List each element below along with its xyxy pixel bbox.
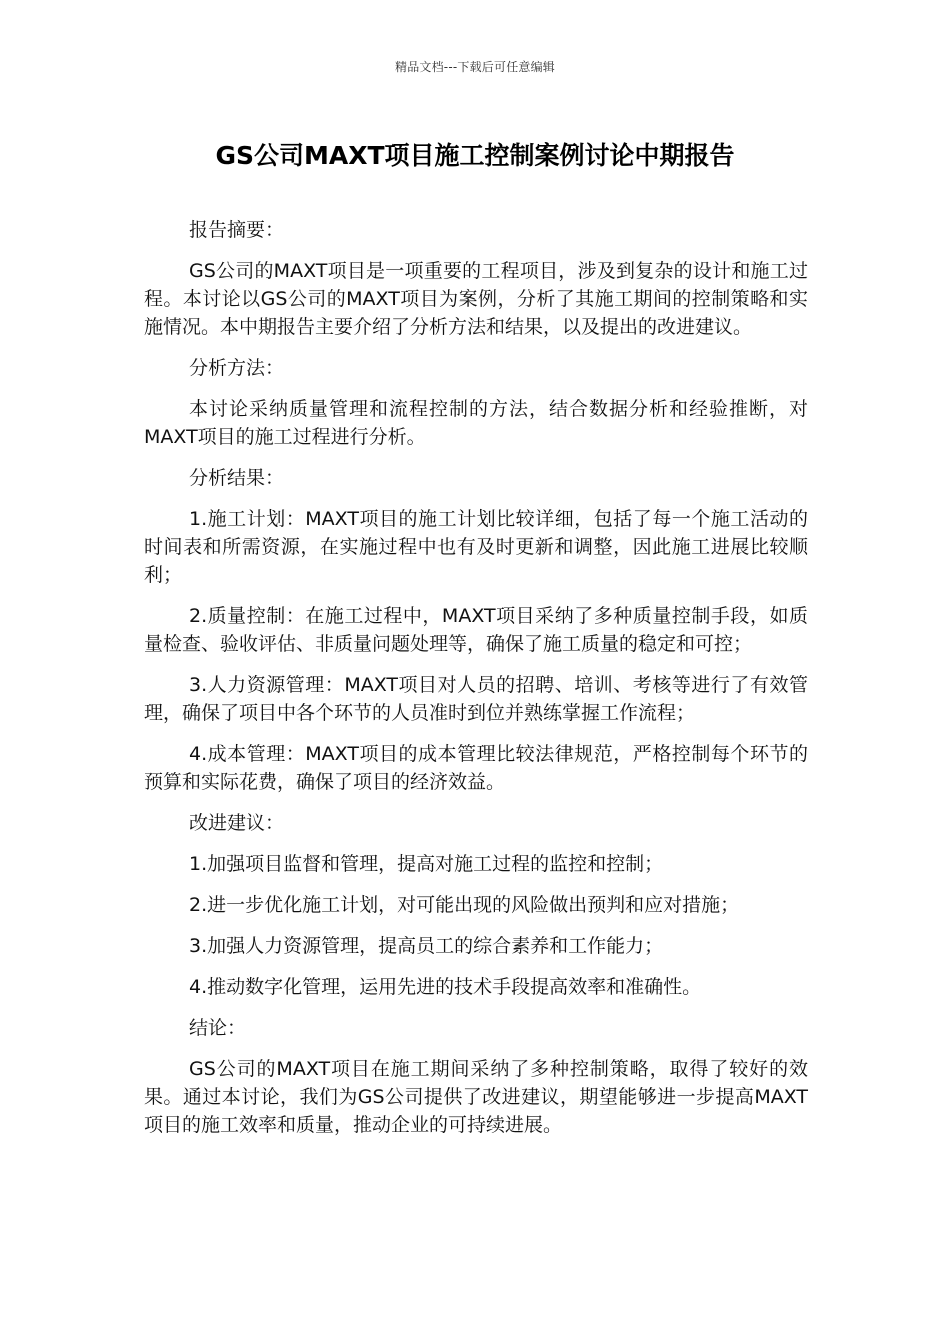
conclusion-paragraph: GS公司的MAXT项目在施工期间采纳了多种控制策略，取得了较好的效果。通过本讨论，我们为GS公司提供了改进建议，期望能够进一步提高MAXT项目的施工效率和质量，推动企业的可持续进展。 <box>144 1058 808 1136</box>
document-title: GS公司MAXT项目施工控制案例讨论中期报告 <box>215 141 735 170</box>
result-item-4: 4.成本管理：MAXT项目的成本管理比较法律规范，严格控制每个环节的预算和实际花费，确保了项目的经济效益。 <box>144 743 808 793</box>
suggestion-item-4: 4.推动数字化管理，运用先进的技术手段提高效率和准确性。 <box>189 976 702 998</box>
page-header: 精品文档---下载后可任意编辑 <box>395 60 555 74</box>
method-paragraph: 本讨论采纳质量管理和流程控制的方法，结合数据分析和经验推断，对MAXT项目的施工过程进行分析。 <box>144 398 808 448</box>
result-item-2: 2.质量控制：在施工过程中，MAXT项目采纳了多种质量控制手段，如质量检查、验收评估、非质量问题处理等，确保了施工质量的稳定和可控； <box>144 605 808 655</box>
section-heading-method: 分析方法： <box>189 357 285 379</box>
suggestion-item-2: 2.进一步优化施工计划，对可能出现的风险做出预判和应对措施； <box>189 894 740 916</box>
section-heading-conclusion: 结论： <box>189 1017 247 1039</box>
section-heading-results: 分析结果： <box>189 467 285 489</box>
document-body <box>144 216 808 1152</box>
suggestion-item-3: 3.加强人力资源管理，提高员工的综合素养和工作能力； <box>189 935 664 957</box>
result-item-1: 1.施工计划：MAXT项目的施工计划比较详细，包括了每一个施工活动的时间表和所需资源，在实施过程中也有及时更新和调整，因此施工进展比较顺利； <box>144 508 808 586</box>
summary-paragraph: GS公司的MAXT项目是一项重要的工程项目，涉及到复杂的设计和施工过程。本讨论以GS公司的MAXT项目为案例，分析了其施工期间的控制策略和实施情况。本中期报告主要介绍了分析方法和结果，以及提出的改进建议。 <box>144 260 808 338</box>
section-heading-suggestions: 改进建议： <box>189 812 285 834</box>
section-heading-summary: 报告摘要： <box>189 219 285 241</box>
result-item-3: 3.人力资源管理：MAXT项目对人员的招聘、培训、考核等进行了有效管理，确保了项目中各个环节的人员准时到位并熟练掌握工作流程； <box>144 674 808 724</box>
suggestion-item-1: 1.加强项目监督和管理，提高对施工过程的监控和控制； <box>189 853 664 875</box>
